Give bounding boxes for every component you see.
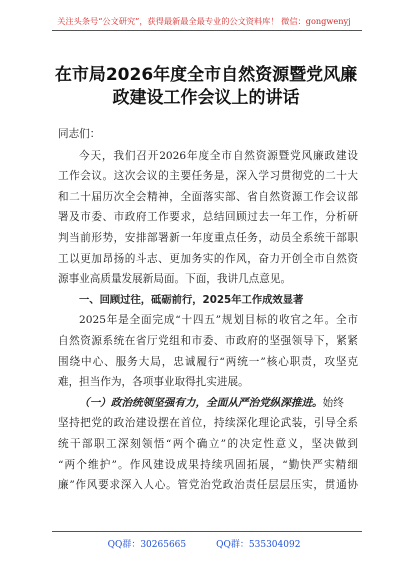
title-line-2: 政建设工作会议上的讲话 [112, 88, 300, 108]
subsection-1-first-line [58, 393, 358, 414]
paragraph-1-line: 工以更加昂扬的斗志、更加务实的作风，奋力开创全市自然资 [58, 252, 358, 265]
greeting: 同志们： [58, 128, 101, 140]
paragraph-2-line: 难，担当作为，各项事业取得扎实进展。 [58, 376, 249, 389]
paragraph-1-line: 署及市委、市政府工作要求，总结回顾过去一年工作，分析研 [58, 211, 358, 224]
header-rule [52, 30, 362, 31]
footer [0, 537, 408, 550]
section-heading-1: 一、回顾过往，砥砺前行，2025年工作成效显著 [79, 293, 304, 306]
paragraph-2-line: 围绕中心、服务大局，忠诚履行“两统一”核心职责，攻坚克 [58, 355, 358, 368]
paragraph-1-line: 今天，我们召开2026年度全市自然资源暨党风廉政建设 [79, 149, 358, 162]
footer-rule [52, 531, 362, 532]
paragraph-2-line: 2025年是全面完成“十四五”规划目标的收官之年。全市 [79, 314, 358, 327]
paragraph-3-line: 坚持把党的政治建设摆在首位，持续深化理论武装，引导全系 [58, 417, 358, 430]
paragraph-1-line: 源事业高质量发展新局面。下面，我讲几点意见。 [58, 273, 292, 286]
document-body [58, 124, 358, 496]
subsection-1-heading: （一）政治统领坚强有力，全面从严治党纵深推进。 [79, 396, 323, 409]
paragraph-1-line: 工作会议。这次会议的主要任务是，深入学习贯彻党的二十大 [58, 170, 358, 183]
paragraph-1-line: 判当前形势，安排部署新一年度重点任务，动员全系统干部职 [58, 231, 358, 244]
subsection-1-heading-tail: 始终 [322, 396, 344, 409]
footer-qq-group-2: QQ群：535304092 [216, 540, 301, 550]
footer-qq-group-1: QQ群：30265665 [107, 540, 187, 550]
paragraph-1-line: 和二十届历次全会精神，全面落实部、省自然资源工作会议部 [58, 190, 358, 203]
title-line-1: 在市局2026年度全市自然资源暨党风廉 [54, 65, 358, 85]
paragraph-3-line: 统干部职工深刻领悟“两个确立”的决定性意义，坚决做到 [58, 437, 358, 450]
document-title [48, 64, 364, 110]
top-banner: 关注头条号“公文研究”，获得最新最全最专业的公文资料库！ 微信：gongwenyj [57, 16, 351, 26]
paragraph-2-line: 自然资源系统在省厅党组和市委、市政府的坚强领导下，紧紧 [58, 334, 358, 347]
paragraph-3-line: “两个维护”。作风建设成果持续巩固拓展，“勤快严实精细 [58, 458, 358, 471]
paragraph-3-line: 廉”作风要求深入人心。管党治党政治责任层层压实，贯通协 [58, 479, 358, 492]
